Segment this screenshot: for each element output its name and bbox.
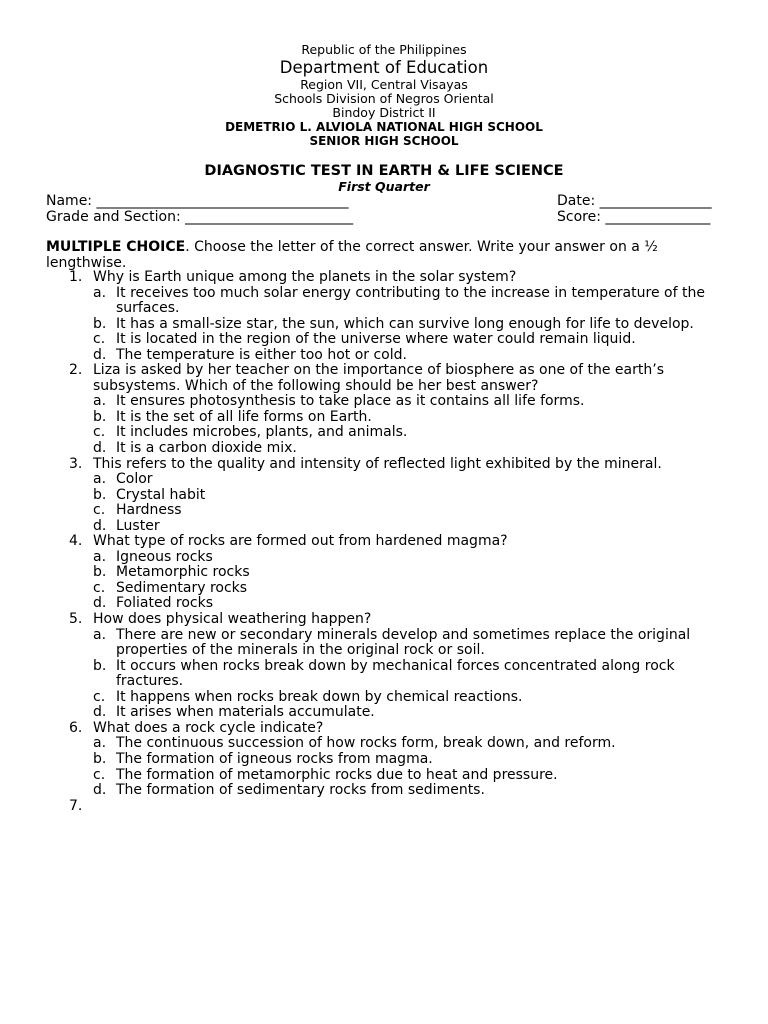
option-letter: d.: [93, 517, 107, 534]
instructions: [46, 239, 726, 271]
division-line: Schools Division of Negros Oriental: [274, 91, 494, 106]
answer-option: [0, 581, 768, 597]
answer-option: [0, 472, 768, 488]
option-letter: c.: [93, 502, 106, 519]
question-item: [0, 721, 768, 737]
answer-option: [0, 690, 768, 706]
quarter-label: First Quarter: [338, 179, 430, 194]
answer-option: [0, 768, 768, 784]
grade-section-field[interactable]: Grade and Section: ________________________: [46, 209, 354, 225]
option-text: The formation of sedimentary rocks from sediments.: [116, 782, 485, 799]
option-text: Color: [116, 471, 153, 488]
option-letter: b.: [93, 315, 107, 332]
option-text: fractures.: [116, 673, 184, 690]
option-text: The formation of metamorphic rocks due to heat and pressure.: [116, 766, 558, 783]
question-list: [0, 270, 768, 814]
option-text: properties of the minerals in the original rock or soil.: [116, 642, 485, 659]
option-text: It is the set of all life forms on Earth.: [116, 408, 372, 425]
option-letter: d.: [93, 346, 107, 363]
test-title: DIAGNOSTIC TEST IN EARTH & LIFE SCIENCE: [204, 163, 564, 179]
instructions-heading: MULTIPLE CHOICE: [46, 239, 186, 255]
option-text: It ensures photosynthesis to take place as it contains all life forms.: [116, 393, 585, 410]
option-text: Crystal habit: [116, 486, 206, 503]
answer-option: [0, 425, 768, 441]
option-text: It arises when materials accumulate.: [116, 704, 375, 721]
option-letter: c.: [93, 331, 106, 348]
option-letter: c.: [93, 579, 106, 596]
option-letter: d.: [93, 704, 107, 721]
option-letter: a.: [93, 471, 107, 488]
school-level: SENIOR HIGH SCHOOL: [309, 134, 459, 148]
option-letter: c.: [93, 424, 106, 441]
option-letter: a.: [93, 284, 107, 301]
answer-option: [0, 783, 768, 799]
question-number: 5.: [69, 611, 83, 628]
question-item: [0, 270, 768, 286]
question-item: [0, 612, 768, 628]
option-letter: d.: [93, 595, 107, 612]
date-field[interactable]: Date: ________________: [557, 193, 712, 209]
question-item: [0, 534, 768, 550]
option-letter: c.: [93, 688, 106, 705]
option-text: Sedimentary rocks: [116, 579, 248, 596]
option-letter: c.: [93, 766, 106, 783]
question-number: 1.: [69, 269, 83, 285]
option-letter: b.: [93, 750, 107, 767]
answer-option: [0, 550, 768, 566]
question-number: 7.: [69, 797, 83, 814]
answer-option: [0, 410, 768, 426]
option-text: Metamorphic rocks: [116, 564, 250, 581]
answer-option: [0, 752, 768, 768]
question-number: 2.: [69, 362, 83, 379]
answer-option: [0, 565, 768, 581]
answer-option: [0, 705, 768, 721]
option-text: The temperature is either too hot or cold.: [116, 346, 407, 363]
name-field[interactable]: Name: ____________________________________: [46, 193, 349, 209]
question-text: This refers to the quality and intensity of reflected light exhibited by the mineral.: [93, 455, 662, 472]
option-text: The continuous succession of how rocks form, break down, and reform.: [116, 735, 616, 752]
option-letter: b.: [93, 408, 107, 425]
option-text: It receives too much solar energy contributing to the increase in temperature of the: [116, 284, 705, 301]
question-number: 3.: [69, 455, 83, 472]
question-item: [0, 799, 768, 815]
option-text: Foliated rocks: [116, 595, 214, 612]
district-line: Bindoy District II: [332, 105, 436, 120]
answer-option: [0, 488, 768, 504]
question-text: How does physical weathering happen?: [93, 611, 372, 628]
answer-option: [0, 332, 768, 348]
answer-option: [0, 519, 768, 535]
option-letter: d.: [93, 782, 107, 799]
option-letter: a.: [93, 626, 107, 643]
option-text: Igneous rocks: [116, 548, 213, 565]
question-text: Why is Earth unique among the planets in the solar system?: [93, 269, 517, 285]
answer-option: [0, 503, 768, 519]
answer-option: [0, 628, 768, 644]
answer-option: [0, 659, 768, 675]
option-text: It is a carbon dioxide mix.: [116, 440, 297, 457]
department-title: Department of Education: [279, 58, 489, 77]
republic-line: Republic of the Philippines: [301, 42, 467, 57]
answer-option: [0, 286, 768, 302]
option-text: It occurs when rocks break down by mechanical forces concentrated along rock: [116, 657, 675, 674]
school-name: DEMETRIO L. ALVIOLA NATIONAL HIGH SCHOOL: [225, 120, 543, 134]
option-text: It has a small-size star, the sun, which can survive long enough for life to develop.: [116, 315, 694, 332]
answer-option: [0, 596, 768, 612]
option-letter: a.: [93, 735, 107, 752]
option-text: Hardness: [116, 502, 182, 519]
answer-option: [0, 301, 768, 317]
question-item: [0, 457, 768, 473]
option-text: It includes microbes, plants, and animals.: [116, 424, 408, 441]
question-text-continued: [0, 379, 768, 395]
option-letter: a.: [93, 548, 107, 565]
question-item: [0, 363, 768, 379]
option-letter: b.: [93, 486, 107, 503]
option-text: The formation of igneous rocks from magma.: [116, 750, 433, 767]
answer-option: [0, 441, 768, 457]
answer-option: [0, 317, 768, 333]
score-field[interactable]: Score: _______________: [557, 209, 711, 225]
answer-option: [0, 674, 768, 690]
question-number: 4.: [69, 533, 83, 550]
question-text: Liza is asked by her teacher on the importance of biosphere as one of the earth’s: [93, 362, 664, 379]
question-text: What type of rocks are formed out from hardened magma?: [93, 533, 508, 550]
option-text: It happens when rocks break down by chemical reactions.: [116, 688, 523, 705]
option-letter: b.: [93, 657, 107, 674]
option-letter: d.: [93, 440, 107, 457]
option-letter: b.: [93, 564, 107, 581]
region-line: Region VII, Central Visayas: [300, 77, 468, 92]
option-text: It is located in the region of the universe where water could remain liquid.: [116, 331, 636, 348]
answer-option: [0, 643, 768, 659]
option-text: Luster: [116, 517, 160, 534]
question-text: What does a rock cycle indicate?: [93, 719, 324, 736]
option-letter: a.: [93, 393, 107, 410]
option-text: There are new or secondary minerals develop and sometimes replace the original: [116, 626, 691, 643]
answer-option: [0, 348, 768, 364]
answer-option: [0, 394, 768, 410]
option-text: surfaces.: [116, 300, 180, 317]
question-number: 6.: [69, 719, 83, 736]
instructions-text: . Choose the letter of the correct answer. Write your answer on a ½ lengthwise.: [46, 239, 658, 271]
question-text: subsystems. Which of the following should be her best answer?: [93, 377, 539, 394]
answer-option: [0, 736, 768, 752]
